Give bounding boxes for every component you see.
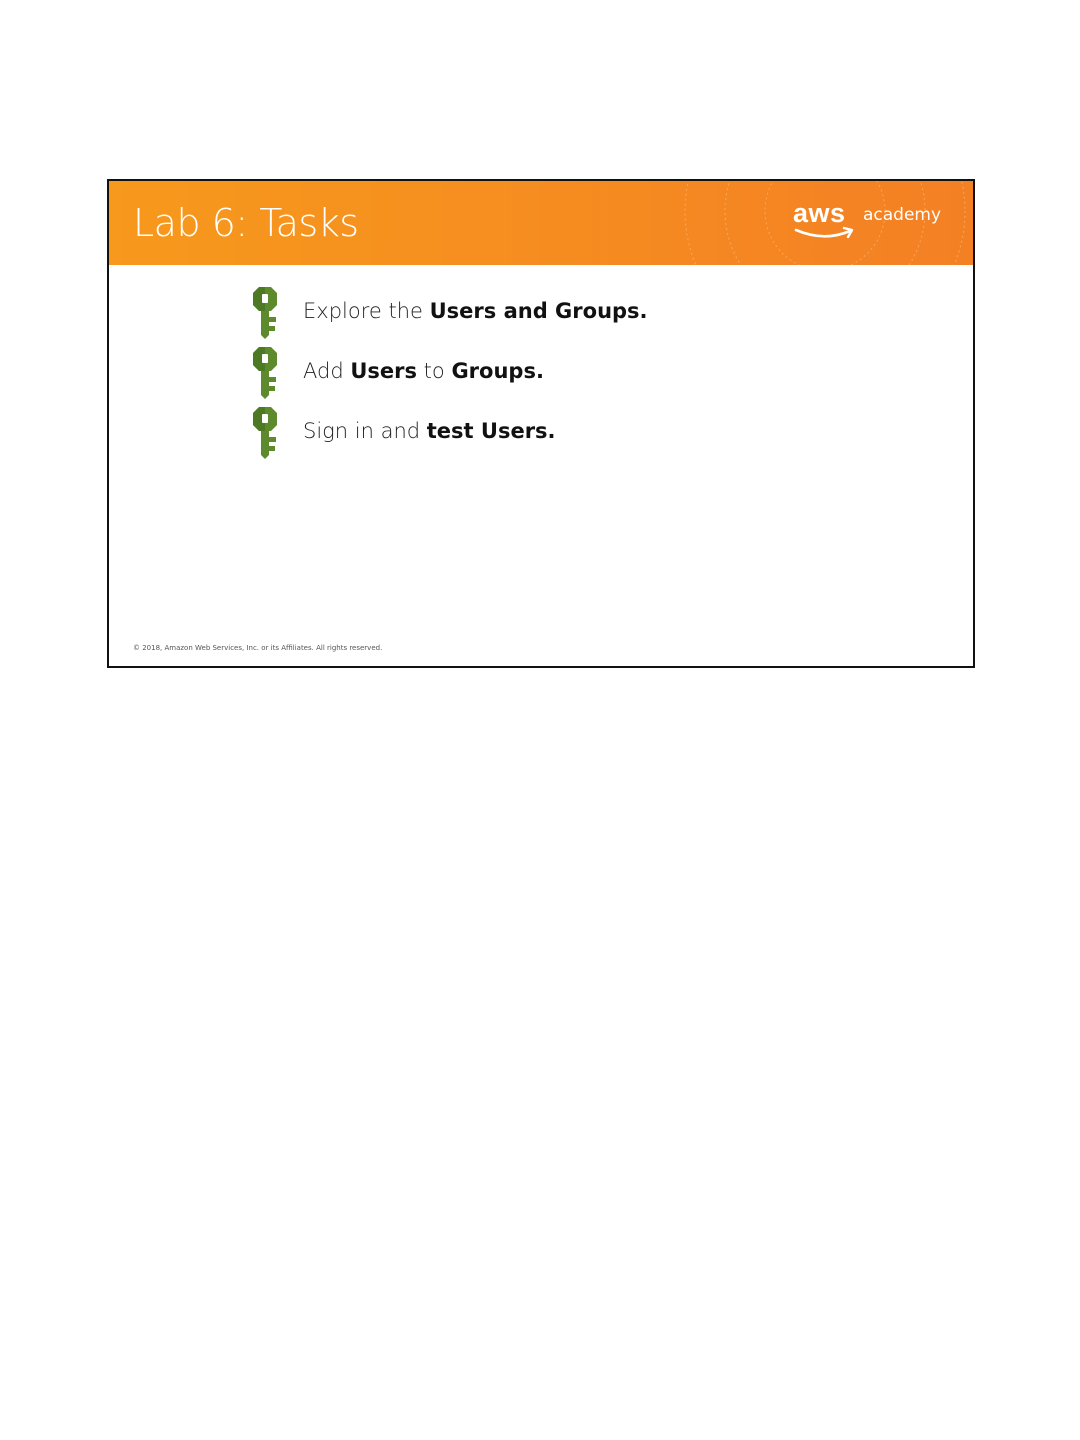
task-text-regular: to xyxy=(417,359,452,383)
task-text-bold: Groups. xyxy=(451,359,544,383)
task-item xyxy=(249,285,809,345)
logo-wordmark: aws xyxy=(793,198,846,228)
task-text xyxy=(303,297,648,325)
task-text-regular: Explore the xyxy=(303,299,430,323)
slide-title: Lab 6: Tasks xyxy=(133,201,359,245)
logo-tagline: academy xyxy=(863,205,942,225)
task-text xyxy=(303,417,556,445)
task-text-regular: Add xyxy=(303,359,351,383)
slide xyxy=(107,179,975,668)
task-item xyxy=(249,345,809,405)
task-text-bold: Users xyxy=(350,359,417,383)
task-text-bold: test Users. xyxy=(426,419,556,443)
task-list xyxy=(249,285,809,465)
smile-arrow-icon xyxy=(794,226,856,242)
slide-header xyxy=(109,181,973,265)
key-icon xyxy=(249,405,281,459)
key-icon xyxy=(249,345,281,399)
task-text-bold: Users and Groups. xyxy=(429,299,648,323)
copyright-notice: © 2018, Amazon Web Services, Inc. or its Affiliates. All rights reserved. xyxy=(133,644,383,652)
task-text-regular: Sign in and xyxy=(303,419,427,443)
task-text xyxy=(303,357,544,385)
task-item xyxy=(249,405,809,465)
key-icon xyxy=(249,285,281,339)
aws-academy-logo xyxy=(793,197,943,247)
